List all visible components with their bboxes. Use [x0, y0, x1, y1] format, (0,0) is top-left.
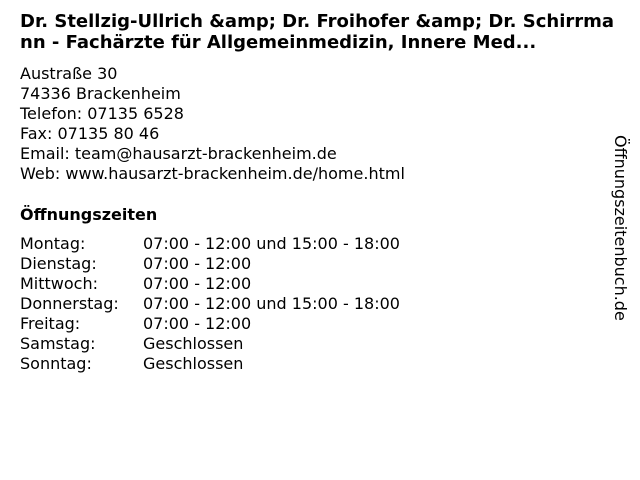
hours-table: [20, 234, 400, 374]
contact-block: [20, 64, 405, 184]
day-label: Dienstag:: [20, 254, 97, 273]
day-label: Sonntag:: [20, 354, 92, 373]
fax-number: Fax: 07135 80 46: [20, 124, 160, 143]
phone-number: Telefon: 07135 6528: [20, 104, 184, 123]
time-value: 07:00 - 12:00: [143, 274, 252, 293]
time-value: 07:00 - 12:00 und 15:00 - 18:00: [143, 234, 400, 253]
practice-name: Dr. Stellzig-Ullrich &amp; Dr. Froihofer &amp; Dr. Schirrmann - Fachärzte für Allgemeinmedizin, Innere Med...: [20, 11, 615, 53]
day-label: Donnerstag:: [20, 294, 119, 313]
day-label: Freitag:: [20, 314, 81, 333]
day-label: Mittwoch:: [20, 274, 98, 293]
hours-row-tuesday: [20, 254, 400, 274]
website-url: Web: www.hausarzt-brackenheim.de/home.html: [20, 164, 405, 183]
street-address: Austraße 30: [20, 64, 118, 83]
hours-row-saturday: [20, 334, 400, 354]
hours-row-wednesday: [20, 274, 400, 294]
time-value: 07:00 - 12:00: [143, 314, 252, 333]
time-value: Geschlossen: [143, 334, 244, 353]
hours-row-friday: [20, 314, 400, 334]
time-value: 07:00 - 12:00 und 15:00 - 18:00: [143, 294, 400, 313]
day-label: Samstag:: [20, 334, 96, 353]
hours-row-monday: [20, 234, 400, 254]
hours-row-sunday: [20, 354, 400, 374]
hours-heading: Öffnungszeiten: [20, 205, 158, 224]
day-label: Montag:: [20, 234, 86, 253]
time-value: Geschlossen: [143, 354, 244, 373]
email-address: Email: team@hausarzt-brackenheim.de: [20, 144, 337, 163]
hours-row-thursday: [20, 294, 400, 314]
city-address: 74336 Brackenheim: [20, 84, 181, 103]
brand-watermark: Öffnungszeitenbuch.de: [611, 135, 630, 321]
time-value: 07:00 - 12:00: [143, 254, 252, 273]
